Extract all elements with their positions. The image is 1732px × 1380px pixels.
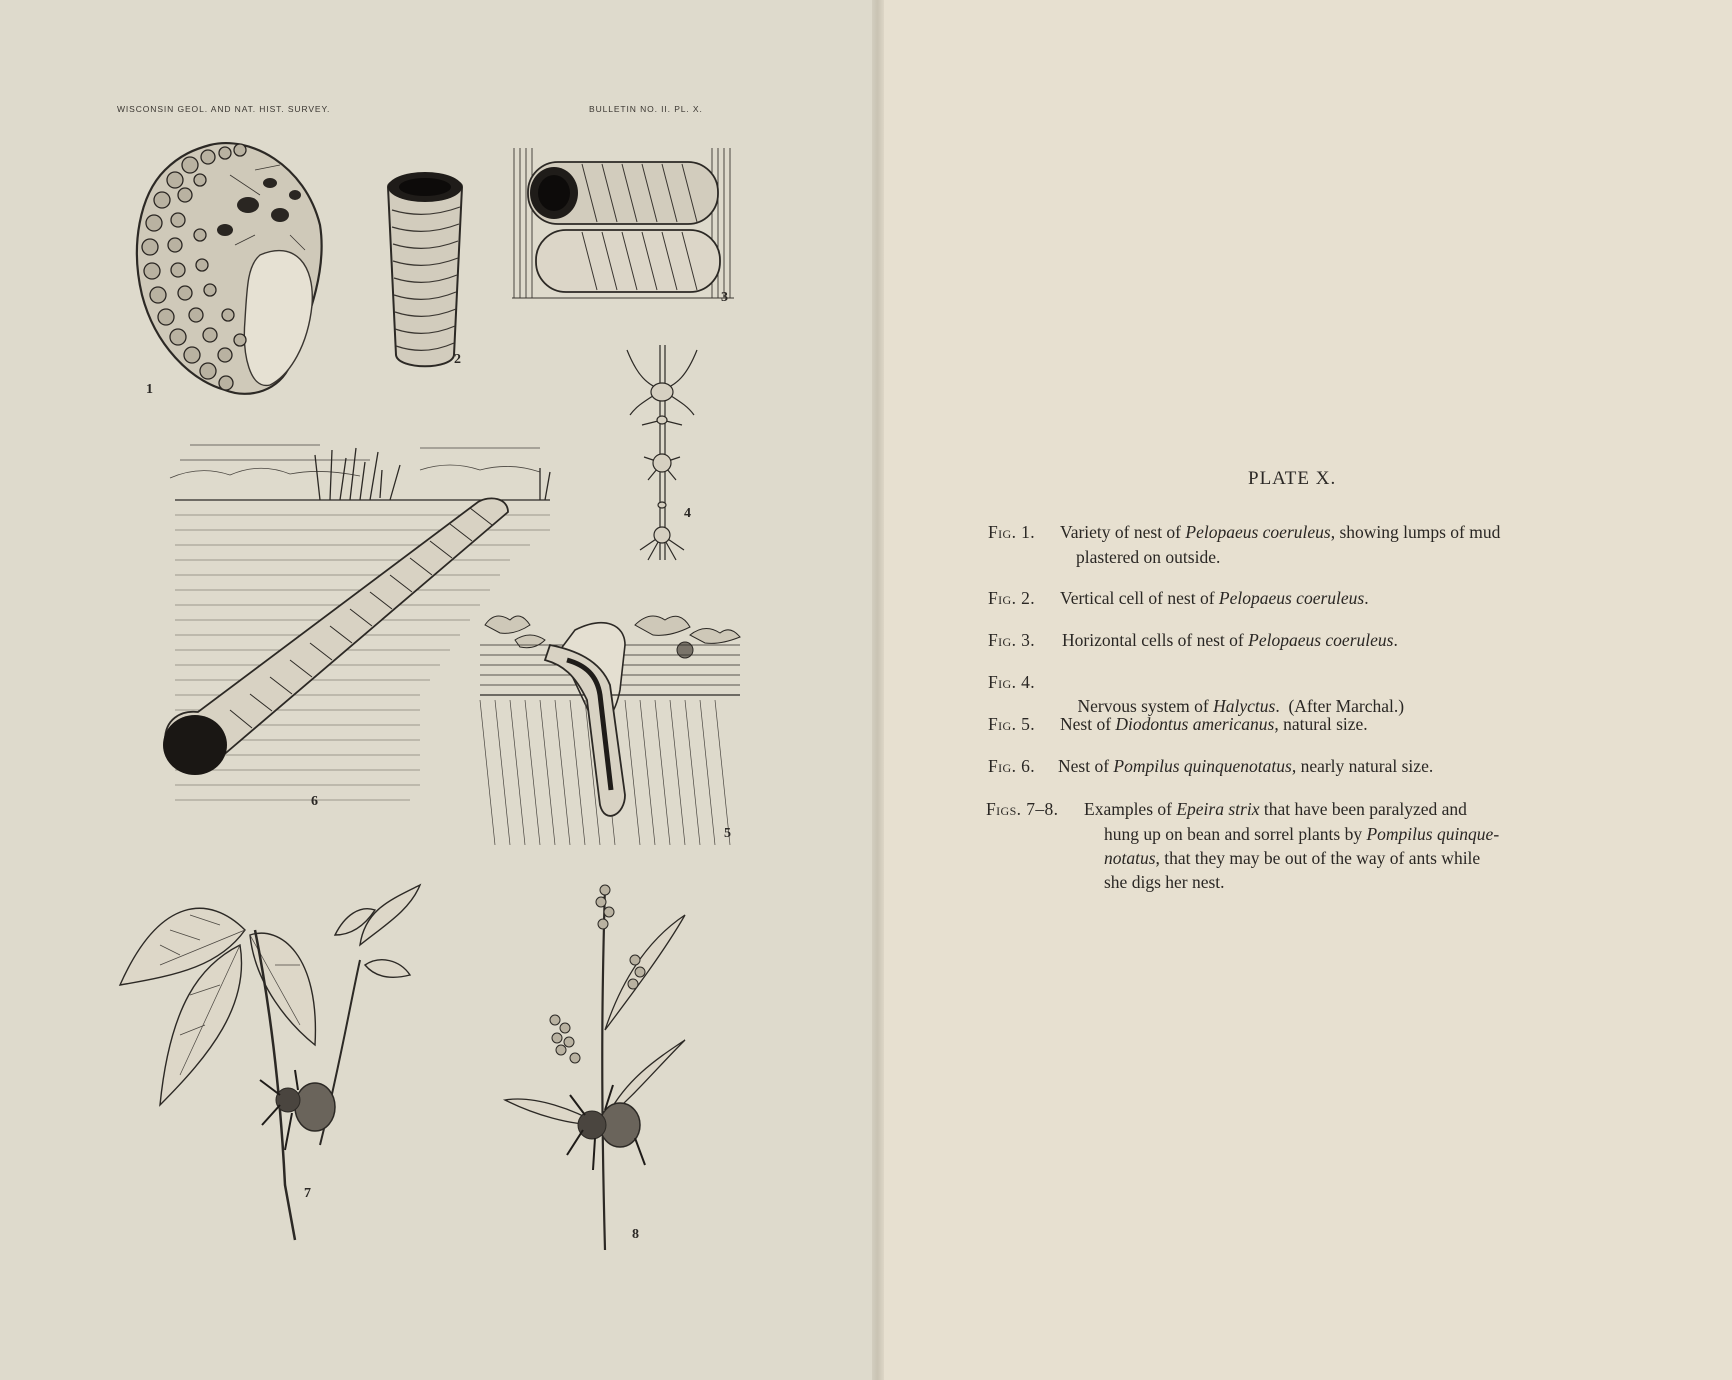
caption-label: Fig. 3. xyxy=(988,630,1036,650)
caption-text: Nest of xyxy=(1058,756,1114,776)
figure-4-nervous-system-illustration xyxy=(622,345,702,565)
caption-label: Fig. 1. xyxy=(988,522,1036,542)
caption-text: Vertical cell of nest of xyxy=(1060,588,1219,608)
caption-text: . xyxy=(1393,630,1398,650)
caption-text: . xyxy=(1364,588,1369,608)
caption-text: Horizontal cells of nest of xyxy=(1062,630,1249,650)
plate-title: PLATE X. xyxy=(1248,468,1337,489)
caption-continuation xyxy=(1104,846,1480,870)
caption-label: Fig. 5. xyxy=(988,714,1036,734)
caption-text: Examples of xyxy=(1084,799,1177,819)
caption-text: , showing lumps of mud xyxy=(1330,522,1501,542)
caption-figs-7-8 xyxy=(986,797,1626,892)
caption-text: Variety of nest of xyxy=(1060,522,1186,542)
caption-text: , that they may be out of the way of ants while xyxy=(1155,848,1481,868)
figure-number-7: 7 xyxy=(304,1186,311,1201)
caption-label: Fig. 2. xyxy=(988,588,1036,608)
caption-species: Diodontus americanus xyxy=(1115,714,1275,734)
book-gutter xyxy=(872,0,884,1380)
caption-species: Pompilus quinquenotatus xyxy=(1113,756,1292,776)
caption-label: Fig. 6. xyxy=(988,756,1036,776)
figure-8-sorrel-plant-spider-illustration xyxy=(505,880,705,1260)
caption-text: . (After Marchal.) xyxy=(1275,696,1405,716)
figure-3-horizontal-cells-illustration xyxy=(512,148,734,306)
figure-number-8: 8 xyxy=(632,1227,639,1242)
caption-label: Fig. 4. xyxy=(988,672,1036,692)
caption-text: that have been paralyzed and xyxy=(1259,799,1467,819)
figure-number-3: 3 xyxy=(721,290,728,305)
caption-species: Pelopaeus coeruleus xyxy=(1218,588,1365,608)
caption-fig-5 xyxy=(988,712,1628,736)
caption-species: Pelopaeus coeruleus xyxy=(1248,630,1394,650)
caption-species: Pompilus quinque- xyxy=(1366,824,1500,844)
caption-text: Nest of xyxy=(1060,714,1116,734)
caption-text: , nearly natural size. xyxy=(1291,756,1434,776)
caption-fig-1 xyxy=(988,520,1628,567)
caption-text: hung up on bean and sorrel plants by xyxy=(1104,824,1367,844)
figure-2-vertical-cell-illustration xyxy=(380,165,470,375)
figure-number-5: 5 xyxy=(724,826,731,841)
caption-continuation xyxy=(1104,870,1225,894)
caption-species: notatus xyxy=(1104,848,1156,868)
figure-number-1: 1 xyxy=(146,382,153,397)
caption-species: Pelopaeus coeruleus xyxy=(1185,522,1331,542)
caption-text: , natural size. xyxy=(1274,714,1368,734)
figure-number-6: 6 xyxy=(311,794,318,809)
caption-species: Halyctus xyxy=(1213,696,1276,716)
caption-fig-6 xyxy=(988,754,1628,778)
figure-number-2: 2 xyxy=(454,352,461,367)
figure-5-diodontus-nest-illustration xyxy=(475,605,745,855)
figure-1-mud-nest-illustration xyxy=(130,135,330,405)
caption-continuation xyxy=(1104,822,1499,846)
running-head-bulletin: BULLETIN NO. II. PL. X. xyxy=(589,104,703,114)
caption-text: she digs her nest. xyxy=(1104,872,1225,892)
caption-fig-4 xyxy=(988,670,1628,716)
caption-label: Figs. 7–8. xyxy=(986,799,1059,819)
running-head-survey: WISCONSIN GEOL. AND NAT. HIST. SURVEY. xyxy=(117,104,331,114)
caption-continuation: plastered on outside. xyxy=(1076,547,1221,567)
caption-text: Nervous system of xyxy=(1077,696,1214,716)
caption-fig-3 xyxy=(988,628,1628,652)
caption-species: Epeira strix xyxy=(1176,799,1260,819)
caption-fig-2 xyxy=(988,586,1628,610)
figure-number-4: 4 xyxy=(684,506,691,521)
figure-7-bean-plant-spider-illustration xyxy=(120,885,470,1245)
